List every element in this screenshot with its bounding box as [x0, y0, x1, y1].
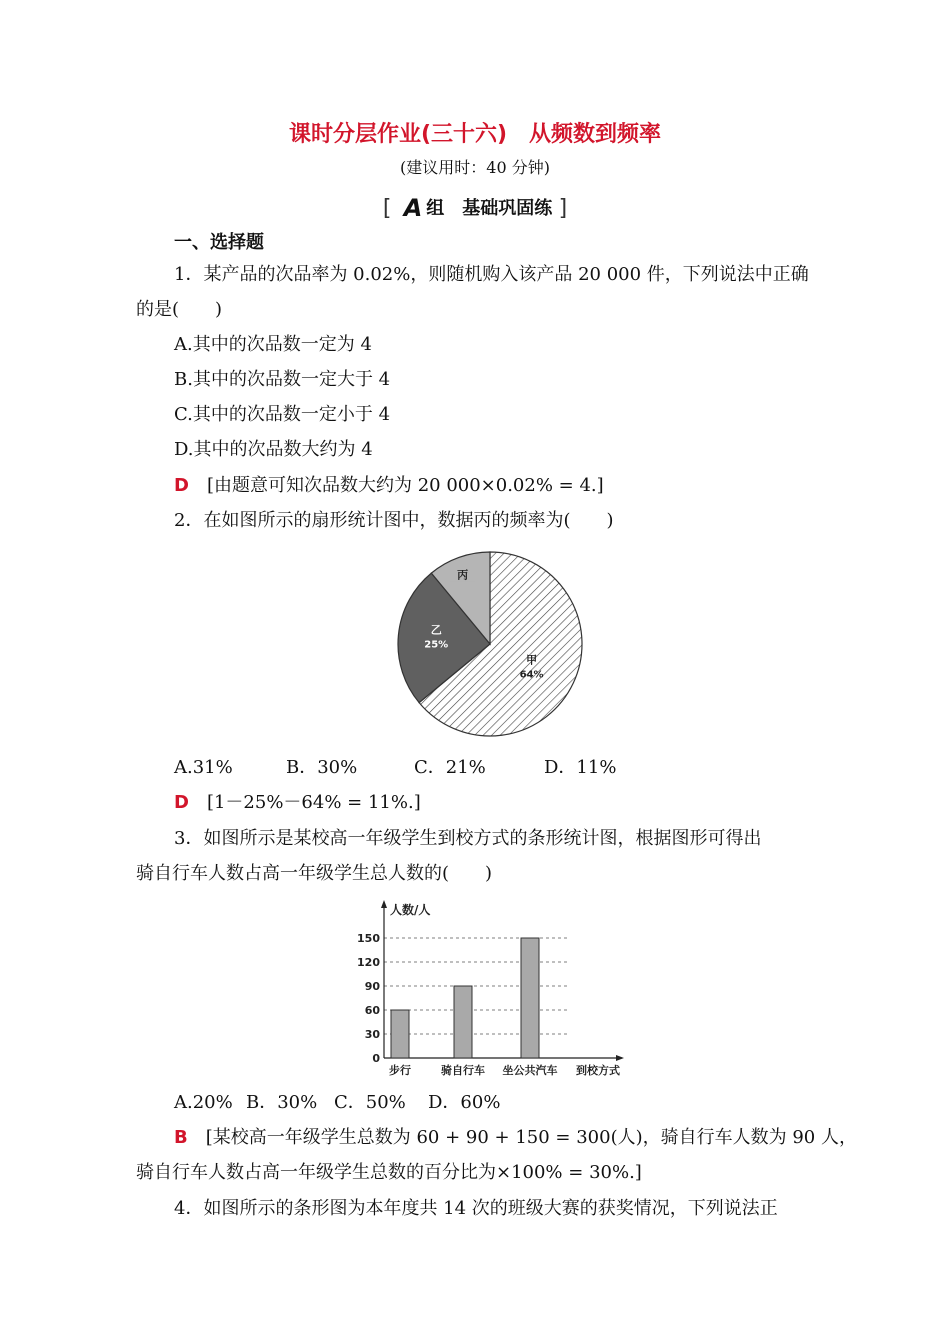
pie-slice-value-2: 25% — [424, 639, 449, 651]
y-tick-150: 150 — [357, 932, 380, 945]
q1-answer-text: [由题意可知次品数大约为 20 000×0.02% = 4.] — [206, 475, 604, 496]
bar-chart — [350, 898, 640, 1084]
q3-option-b: B．30% — [246, 1092, 318, 1113]
section-heading: 一、选择题 — [174, 232, 264, 253]
q3-option-a: A.20% — [174, 1092, 233, 1113]
q3-answer-text-line2: 骑自行车人数占高一年级学生总数的百分比为×100% = 30%.] — [136, 1162, 642, 1183]
q1-answer-letter: D — [174, 475, 189, 496]
y-tick-120: 120 — [357, 956, 380, 969]
q3-stem-line1: 3．如图所示是某校高一年级学生到校方式的条形统计图，根据图形可得出 — [174, 828, 762, 849]
q1-option-c: C.其中的次品数一定小于 4 — [174, 404, 391, 425]
suggested-time: (建议用时：40 分钟) — [400, 158, 550, 177]
x-axis-label: 到校方式 — [576, 1064, 620, 1077]
q1-option-a: A.其中的次品数一定为 4 — [174, 334, 372, 355]
q1-answer — [174, 477, 604, 495]
q3-option-d: D．60% — [428, 1092, 501, 1113]
category-label-3: 坐公共汽车 — [502, 1064, 558, 1077]
group-heading — [0, 196, 950, 220]
q2-stem: 2．在如图所示的扇形统计图中，数据丙的频率为( ) — [174, 510, 614, 531]
pie-chart — [390, 548, 590, 748]
q4-stem-line1: 4．如图所示的条形图为本年度共 14 次的班级大赛的获奖情况，下列说法正 — [174, 1198, 778, 1219]
q2-option-a: A.31% — [174, 757, 233, 778]
q3-answer-letter: B — [174, 1127, 188, 1148]
category-label-1: 步行 — [389, 1064, 411, 1077]
q2-option-b: B．30% — [286, 757, 358, 778]
q1-option-b: B.其中的次品数一定大于 4 — [174, 369, 391, 390]
group-letter: A — [403, 194, 423, 222]
pie-slice-value-1: 64% — [519, 669, 544, 681]
group-bracket-right: ] — [558, 196, 568, 221]
y-axis-label: 人数/人 — [390, 903, 431, 917]
q1-stem-line1: 1．某产品的次品率为 0.02%，则随机购入该产品 20 000 件，下列说法中正确 — [174, 264, 809, 285]
y-tick-30: 30 — [364, 1028, 380, 1041]
q2-answer-text: [1－25%－64% = 11%.] — [206, 792, 421, 813]
q3-answer — [174, 1129, 857, 1147]
page-title: 课时分层作业(三十六) 从频数到频率 — [288, 122, 662, 147]
x-axis-arrow — [616, 1055, 624, 1061]
group-bracket-left: [ — [382, 196, 392, 221]
pie-slice-label-3: 丙 — [457, 568, 469, 582]
q2-answer-letter: D — [174, 792, 189, 813]
q1-stem-line2: 的是( ) — [136, 299, 223, 320]
bar-2 — [454, 986, 472, 1058]
y-tick-90: 90 — [364, 980, 380, 993]
q3-answer-text-line1: [某校高一年级学生总数为 60 + 90 + 150 = 300(人)，骑自行车人数为 90 人， — [205, 1127, 857, 1148]
q1-option-d: D.其中的次品数大约为 4 — [174, 439, 373, 460]
bar-3 — [521, 938, 539, 1058]
q3-stem-line2: 骑自行车人数占高一年级学生总人数的( ) — [136, 863, 493, 884]
y-tick-0: 0 — [372, 1052, 380, 1065]
q3-option-c: C．50% — [334, 1092, 406, 1113]
q2-answer — [174, 794, 421, 812]
y-tick-60: 60 — [364, 1004, 380, 1017]
group-label: 组 基础巩固练 — [426, 198, 553, 219]
q2-option-c: C．21% — [414, 757, 486, 778]
bar-1 — [391, 1010, 409, 1058]
pie-slice-label-1: 甲 — [526, 653, 538, 667]
y-axis-arrow — [381, 900, 387, 908]
pie-slice-label-2: 乙 — [430, 623, 442, 637]
q2-option-d: D．11% — [544, 757, 617, 778]
category-label-2: 骑自行车 — [441, 1064, 485, 1077]
